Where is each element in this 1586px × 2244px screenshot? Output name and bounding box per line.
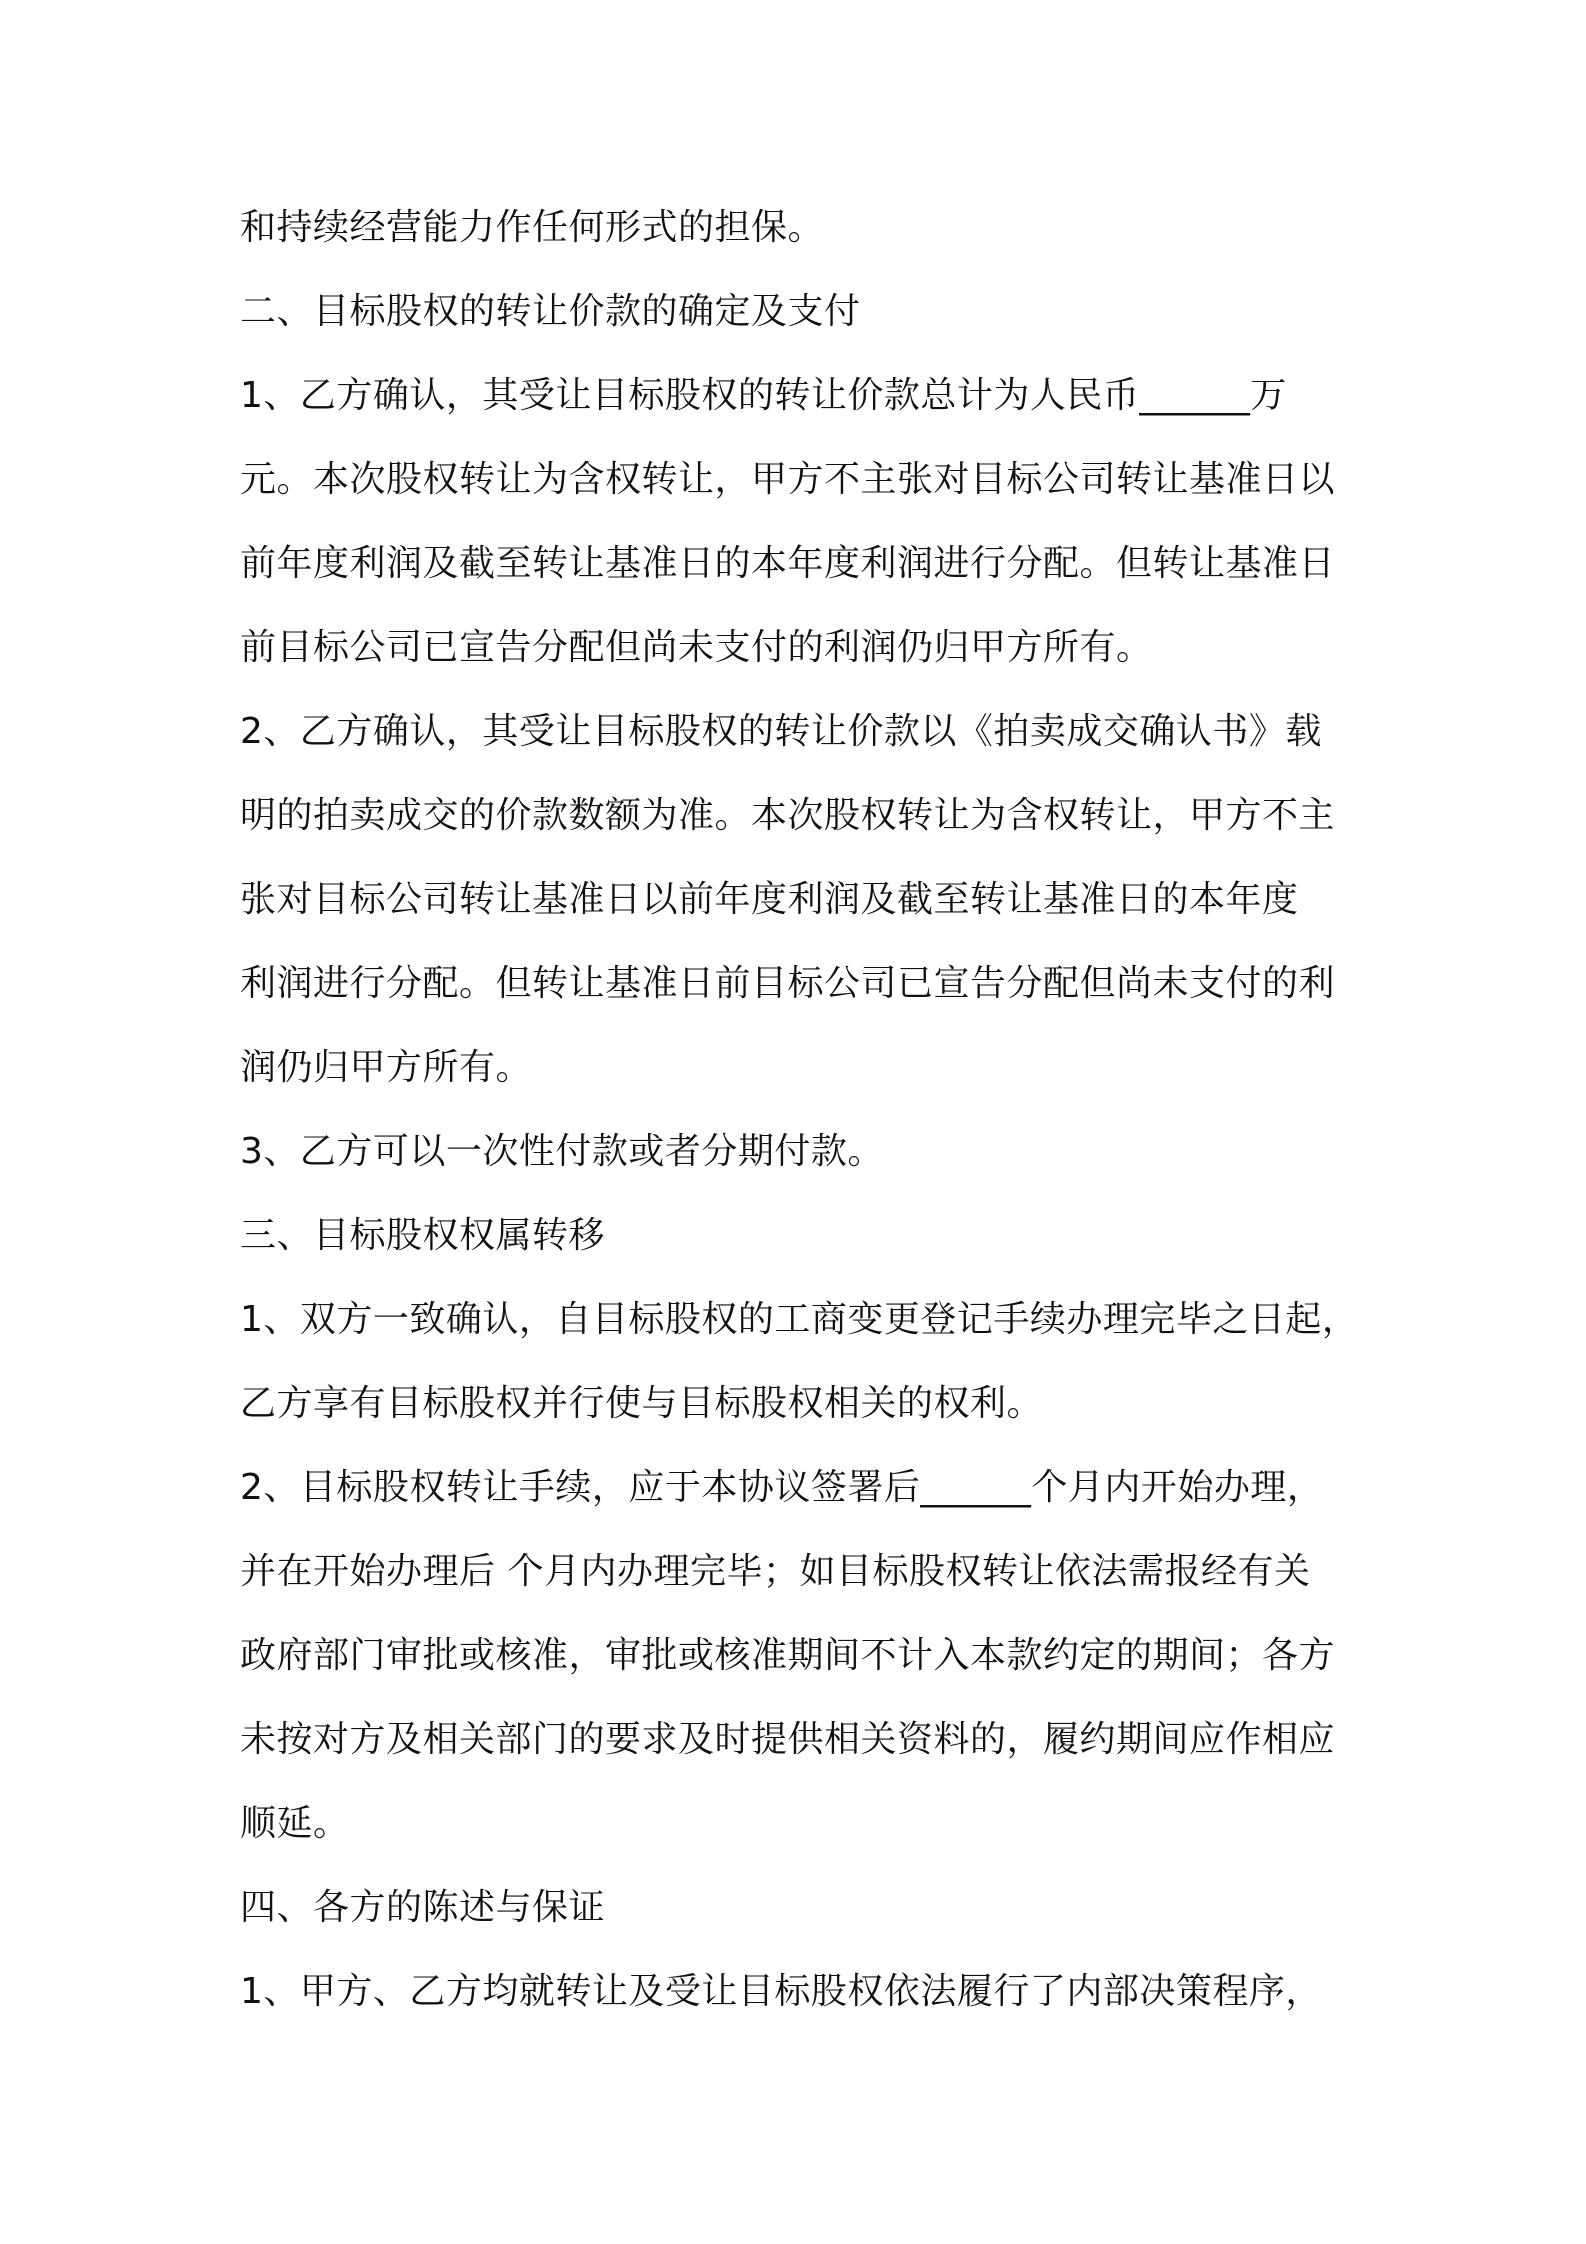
text-line-1: 和持续经营能力作任何形式的担保。: [240, 207, 825, 248]
text-line-12: 3、乙方可以一次性付款或者分期付款。: [240, 1131, 884, 1172]
section-heading-2: 二、目标股权的转让价款的确定及支付: [240, 291, 861, 332]
text-line-15: 乙方享有目标股权并行使与目标股权相关的权利。: [240, 1383, 1044, 1424]
text-line-7: 2、乙方确认，其受让目标股权的转让价款以《拍卖成交确认书》载: [240, 711, 1322, 752]
section-heading-3: 三、目标股权权属转移: [240, 1215, 606, 1256]
text-line-5: 前年度利润及截至转让基准日的本年度利润进行分配。但转让基准日: [240, 543, 1336, 584]
text-line-8: 明的拍卖成交的价款数额为准。本次股权转让为含权转让，甲方不主: [240, 795, 1336, 836]
text-line-10: 利润进行分配。但转让基准日前目标公司已宣告分配但尚未支付的利: [240, 963, 1336, 1004]
section-heading-4: 四、各方的陈述与保证: [240, 1887, 606, 1928]
text-line-4: 元。本次股权转让为含权转让，甲方不主张对目标公司转让基准日以: [240, 459, 1336, 500]
text-line-9: 张对目标公司转让基准日以前年度利润及截至转让基准日的本年度: [240, 879, 1299, 920]
text-line-17: 并在开始办理后 个月内办理完毕；如目标股权转让依法需报经有关: [240, 1551, 1311, 1592]
text-line-19: 未按对方及相关部门的要求及时提供相关资料的，履约期间应作相应: [240, 1719, 1336, 1760]
text-line-18: 政府部门审批或核准，审批或核准期间不计入本款约定的期间；各方: [240, 1635, 1336, 1676]
text-line-22: 1、甲方、乙方均就转让及受让目标股权依法履行了内部决策程序，: [240, 1971, 1322, 2012]
text-line-20: 顺延。: [240, 1803, 350, 1844]
text-line-11: 润仍归甲方所有。: [240, 1047, 533, 1088]
text-line-14: 1、双方一致确认，自目标股权的工商变更登记手续办理完毕之日起，: [240, 1299, 1359, 1340]
text-line-3: 1、乙方确认，其受让目标股权的转让价款总计为人民币______万: [240, 375, 1287, 416]
text-line-6: 前目标公司已宣告分配但尚未支付的利润仍归甲方所有。: [240, 627, 1153, 668]
text-line-16: 2、目标股权转让手续，应于本协议签署后______个月内开始办理，: [240, 1467, 1324, 1508]
